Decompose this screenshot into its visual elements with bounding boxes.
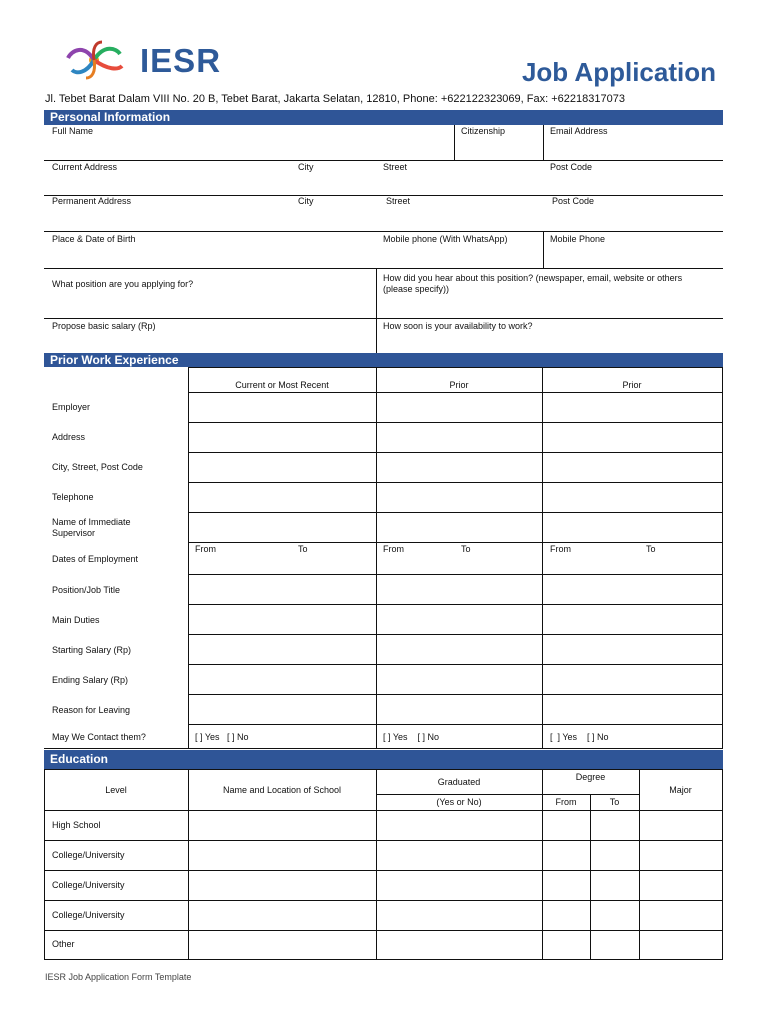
contact-checkbox-prior-1[interactable]: [ ] Yes [ ] No xyxy=(383,732,440,742)
edu-row-label: Other xyxy=(52,939,75,949)
to-label: To xyxy=(298,544,308,554)
edu-row-label: College/University xyxy=(52,880,125,890)
to-label: To xyxy=(646,544,656,554)
col-current: Current or Most Recent xyxy=(235,380,329,390)
from-label: From xyxy=(195,544,216,554)
document-title: Job Application xyxy=(521,57,716,87)
section-header-personal: Personal Information xyxy=(44,110,723,125)
col-major: Major xyxy=(669,785,692,795)
swirl-logo-icon xyxy=(64,40,128,80)
field-current-street[interactable]: Street xyxy=(383,162,408,172)
field-current-post-code[interactable]: Post Code xyxy=(550,162,593,172)
col-degree-from: From xyxy=(555,797,577,807)
field-permanent-street[interactable]: Street xyxy=(386,196,411,206)
field-mobile-phone[interactable]: Mobile Phone xyxy=(550,234,606,244)
section-header-work: Prior Work Experience xyxy=(44,353,723,367)
field-permanent-address[interactable]: Permanent Address xyxy=(52,196,132,206)
row-contact: May We Contact them? xyxy=(52,732,146,742)
field-permanent-city[interactable]: City xyxy=(298,196,314,206)
brand-name: IESR xyxy=(140,42,222,79)
company-address: Jl. Tebet Barat Dalam VIII No. 20 B, Tebet Barat, Jakarta Selatan, 12810, Phone: +622122323069, Fax: +62218317073 xyxy=(45,93,625,105)
field-salary[interactable]: Propose basic salary (Rp) xyxy=(52,321,156,331)
field-availability[interactable]: How soon is your availability to work? xyxy=(383,321,533,331)
col-degree: Degree xyxy=(575,772,606,782)
field-email[interactable]: Email Address xyxy=(550,126,608,136)
edu-row-label: College/University xyxy=(52,910,125,920)
col-school: Name and Location of School xyxy=(222,785,342,795)
field-place-dob[interactable]: Place & Date of Birth xyxy=(52,234,136,244)
row-ending-salary: Ending Salary (Rp) xyxy=(52,675,129,685)
edu-row-label: High School xyxy=(52,820,101,830)
from-label: From xyxy=(550,544,571,554)
row-duties: Main Duties xyxy=(52,615,100,625)
row-dates: Dates of Employment xyxy=(52,554,139,564)
to-label: To xyxy=(461,544,471,554)
col-level: Level xyxy=(105,785,127,795)
edu-row-label: College/University xyxy=(52,850,125,860)
footer-text: IESR Job Application Form Template xyxy=(45,972,192,982)
row-supervisor: Name of Immediate Supervisor xyxy=(52,517,131,538)
field-citizenship[interactable]: Citizenship xyxy=(461,126,506,136)
col-degree-to: To xyxy=(609,797,620,807)
field-current-address[interactable]: Current Address xyxy=(52,162,118,172)
row-address: Address xyxy=(52,432,86,442)
col-graduated: Graduated xyxy=(437,777,481,787)
row-starting-salary: Starting Salary (Rp) xyxy=(52,645,132,655)
iesr-logo xyxy=(64,40,254,80)
field-current-city[interactable]: City xyxy=(298,162,314,172)
col-prior-1: Prior xyxy=(449,380,469,390)
field-hear-about[interactable]: How did you hear about this position? (newspaper, email, website or others (please specify)) xyxy=(383,273,683,294)
field-position[interactable]: What position are you applying for? xyxy=(52,279,194,289)
section-header-education: Education xyxy=(44,750,723,769)
field-mobile-whatsapp[interactable]: Mobile phone (With WhatsApp) xyxy=(383,234,508,244)
field-full-name[interactable]: Full Name xyxy=(52,126,94,136)
contact-checkbox-current[interactable]: [ ] Yes [ ] No xyxy=(195,732,249,742)
col-yes-or-no: (Yes or No) xyxy=(436,797,482,807)
row-city-street: City, Street, Post Code xyxy=(52,462,143,472)
row-reason: Reason for Leaving xyxy=(52,705,131,715)
row-telephone: Telephone xyxy=(52,492,94,502)
field-permanent-post-code[interactable]: Post Code xyxy=(552,196,595,206)
row-position: Position/Job Title xyxy=(52,585,121,595)
col-prior-2: Prior xyxy=(622,380,642,390)
from-label: From xyxy=(383,544,404,554)
contact-checkbox-prior-2[interactable]: [ ] Yes [ ] No xyxy=(550,732,609,742)
row-employer: Employer xyxy=(52,402,91,412)
